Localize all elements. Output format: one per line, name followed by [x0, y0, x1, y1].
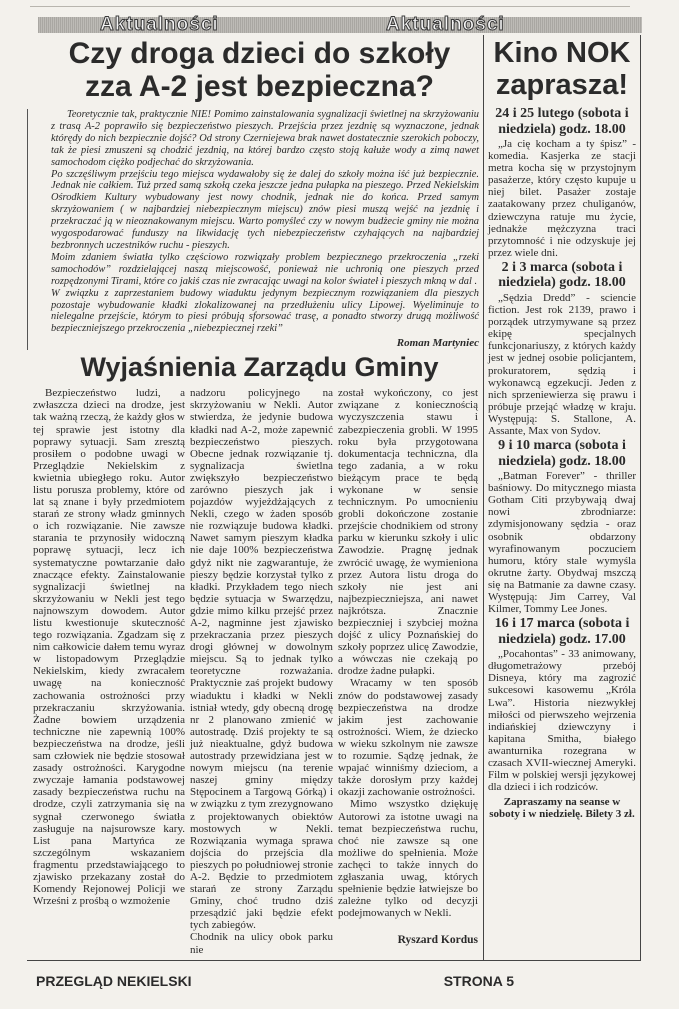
- screening-date: 9 i 10 marca (sobota i niedziela) godz. 18.00: [498, 438, 626, 469]
- page-footer: [36, 973, 514, 1009]
- articles-area: [27, 35, 483, 961]
- screening-description: „Batman Forever” - thriller baśniowy. Do mitycznego miasta Gotham Citi przybywają dwaj nowi zbrodniarze: zdymisjonowany sędzia - oraz osobnik obdarzony wyrafinowanym poczuciem humoru, który stale wymyśla okrutne żarty. Obydwaj mszczą się na Batmanie za dawne czasy. Występują: Jim Carrey, Val Kilmer, Tommy Lee Jones.: [488, 470, 636, 616]
- article-body: [51, 109, 479, 335]
- cinema-box: [483, 35, 641, 961]
- article-author: Ryszard Kordus: [397, 934, 478, 947]
- screening-date: 2 i 3 marca (sobota i niedziela) godz. 18.00: [498, 259, 626, 291]
- paragraph: Po szczęśliwym przejściu tego miejsca wydawałoby się że dalej do szkoły można iść już bezpiecznie. Jednak nie całkiem. Tuż przed samą szkołą czeka jeszcze jedna pułapka na pieszego. Przed Nekielskim Ośrodkiem Kultury wybudowany jest nowy chodnik, jednak nie do końca. Przed samym skrzyżowaniem ( w najbardziej niebezpiecznym miejscu) znów piesi muszą wejść na jezdnię i przekraczać ją w nieoznakowanym miejscu. Warto pomyśleć czy w nowym budżecie gminy nie można wygospodarować funduszy na likwidację tych niebezpieczeństw czyhających na najbardziej bezbronnych uczestników ruchu - pieszych.: [51, 168, 479, 251]
- article-title-line: Czy droga dzieci do szkoły: [68, 37, 451, 70]
- cinema-title-line: Kino NOK: [493, 37, 631, 69]
- paragraph: Moim zdaniem światła tylko częściowo rozwiązały problem bezpiecznego przekroczenia „rzeki samochodów” rozdzielającej naszą miejscowość, ponieważ nie uchronią one pieszych przed rozpędzonymi Tirami, które co jakiś czas nie zwracając uwagi na kolor świateł i pieszych mkną w dal .: [51, 251, 479, 287]
- publication-name: PRZEGLĄD NEKIELSKI: [36, 972, 192, 989]
- article-title: Wyjaśnienia Zarządu Gminy: [80, 352, 439, 383]
- page-number: STRONA 5: [443, 972, 514, 989]
- paragraph: W związku z zaprzestaniem budowy wiaduktu jedynym bezpiecznym rozwiązaniem dla pieszych pozostaje wybudowanie kładki zlokalizowanej na przedłużeniu ulicy Lipowej. Wyeliminuje to nielegalne przejście, którym to piesi próbują sforsować trasę, a ponadto stworzy drugą możliwość bezpieczniejszego przekroczenia „niebezpiecznej rzeki”: [51, 287, 479, 335]
- paragraph: nadzoru policyjnego na skrzyżowaniu w Nekli. Autor stwierdza, że jedynie budowa kładki nad A-2, może zapewnić bezpieczeństwo pieszych. Obecne jednak rozwiązanie tj. sygnalizacja świetlna zwiększyło bezpieczeństwo zarówno pieszych jak i pojazdów wyjeżdżających z Nekli, czego w żaden sposób nie rozwiązuje budowa kładki. Nawet samym pieszym kładka nie daje 100% bezpieczeństwa gdyż nikt nie zagwarantuje, że pieszy będzie korzystał tylko z kładki. Przykładem tego niech będzie sytuacja w Swarzędzu, gdzie mimo kilku przejść przez A-2, nagminne jest zjawisko przekraczania przez pieszych drogi głównej w dowolnym miejscu. Są to jednak tylko teoretyczne rozważania. Praktycznie zaś projekt budowy wiaduktu i kładki w Nekli istniał wtedy, gdy obecną drogę nr 2 planowano zmienić w autostradę. Dziś projekty te są już nieaktualne, gdyż budowa autostrady przewidziana jest w nowym miejscu (na terenie naszej gminy między Stępocinem a Targową Górką) i w związku z tym zrezygnowano z projektowanych obiektów mostowych w Nekli. Rozwiązania wymaga sprawa dojścia do przejścia dla pieszych po południowej stronie A-2. Będzie to przedmiotem starań ze strony Zarządu Gminy, choć trudno dziś przesądzić jaki będzie efekt tych zabiegów.: [190, 387, 333, 932]
- section-banner-label-repeat: Aktualności: [386, 14, 505, 35]
- article-title-line: zza A-2 jest bezpieczna?: [85, 70, 434, 103]
- paragraph: został wykończony, co jest związane z koniecznością wyczyszczenia stawu i zabezpieczenia grobli. W 1995 roku była przygotowana dokumentacja techniczna, dla tego zadania, a w roku bieżącym prace te będą wykonane w sensie technicznym. Po umocnieniu grobli dokończone zostanie przejście chodnikiem od strony parku w kierunku szkoły i ulic Zawodzie. Pragnę jednak zwrócić uwagę, że wymieniona przez Autora listu droga do szkoły nie jest ani najbezpieczniejsza, ani nawet najkrótsza. Znacznie bezpieczniej i szybciej można dojść z ulicy Poznańskiej do szkoły poprzez ulicę Zawodzie, a wówczas nie czekają po drodze żadne pułapki.: [338, 387, 478, 678]
- screening-date: 24 i 25 lutego (sobota i niedziela) godz. 18.00: [495, 106, 629, 137]
- paragraph: Wracamy w ten sposób znów do podstawowej zasady bezpieczeństwa na drodze jakim jest zachowanie ostrożności. Wiem, że dziecko w wieku szkolnym nie zawsze to rozumie. Sądzę jednak, że wpajać winniśmy dzieciom, a także dorosłym przy każdej okazji zachowanie ostrożności.: [338, 677, 478, 799]
- paragraph: Teoretycznie tak, praktycznie NIE! Pomimo zainstalowania sygnalizacji świetlnej na skrzyżowaniu z trasą A-2 poprawiło się bezpieczeństwo pieszych. Przejścia przez jezdnię są wyznaczone, jednak którędy do nich bezpiecznie dojść? Od strony Czerniejewa brak nawet dostatecznie szerokich poboczy, tak że piesi zmuszeni są chodzić jezdnią, na której bardzo często stoją kałuże wody a zimą nawet samochodom ciężko podjechać do skrzyżowania.: [51, 109, 479, 168]
- screening-description: „Ja cię kocham a ty śpisz” - komedia. Kasjerka ze stacji metra kocha się w przystojnym pasażerze, który często kupuje u niej bilet. Pasażer zostaje zaatakowany przez chuliganów, dziewczyna ratuje mu życie, jednakże mężczyzna traci przytomność i nie odzyskuje jej przez wiele dni.: [488, 138, 636, 259]
- article-intro-block: [27, 109, 483, 350]
- section-banner-label: Aktualności: [100, 14, 219, 35]
- article-title: [37, 35, 482, 103]
- page-content: [27, 0, 641, 961]
- cinema-title-line: zaprasza!: [495, 69, 629, 101]
- paragraph: Mimo wszystko dziękuję Autorowi za istotne uwagi na temat bezpieczeństwa ruchu, choć nie zawsze są one możliwe do spełnienia. Może zachęci to także innych do zgłaszania uwag, których spełnienie będzie łatwiejsze bo zależne tylko od decyzji podejmowanych w Nekli.: [338, 798, 478, 920]
- cinema-schedule: [488, 106, 636, 821]
- article-columns: [33, 387, 483, 955]
- article-author: Roman Martyniec: [396, 337, 479, 350]
- cinema-closing-note: Zapraszamy na seanse w soboty i w niedzielę. Bilety 3 zł.: [489, 796, 635, 821]
- cinema-title: [488, 37, 636, 101]
- screening-description: „Pocahontas” - 33 animowany, długometrażowy przebój Disneya, który ma zagrozić sukcesowi kasowemu „Króla Lwa”. Historia niezwykłej miłości od pierwszeho wejrzenia indiańskiej dziewczyny i kapitana Smitha, białego awanturnika rozegrana w czasach XVII-wiecznej Ameryki. Film w polskiej wersji językowej dla dzieci i ich rodziców.: [488, 648, 636, 794]
- paragraph: Bezpieczeństwo ludzi, a zwłaszcza dzieci na drodze, jest tak ważną rzeczą, że każdy głos w tej sprawie jest istotny dla poprawy sytuacji. Sam zresztą prosiłem o podobne uwagi w Przeglądzie Nekielskim z kwietnia ubiegłego roku. Autor listu porusza problemy, które od lat są znane i były przedmiotem starań ze strony władz gminnych o ich rozwiązanie. Nie zawsze starania te przynosiły widoczną poprawę sytuacji, lecz ich systematyczne powtarzanie dało znaczące efekty. Zainstalowanie sygnalizacji świetlnej na skrzyżowaniu w Nekli jest tego najnowszym dowodem. Autor listu kwestionuje skuteczność tego rozwiązania. Zgadzam się z nim całkowicie dałem temu wyraz w listopadowym Przeglądzie Nekielskim, kiedy zwracałem uwagę na konieczność zachowania ostrożności przy przekraczaniu skrzyżowania. Żadne bowiem urządzenia techniczne nie zapewnią 100% bezpieczeństwa na drodze, jeśli sam człowiek nie będzie stosował zasady ostrożności. Karygodne zwyczaje łamania podstawowej zasady bezpieczeństwa ruchu na drodze, czyli zatrzymania się na sygnał czerwonego światła zasługuje na najsurowsze kary. List pana Martyńca ze szczególnym wskazaniem fragmentu przedstawiającego to zjawisko przekazany został do Komendy Rejonowej Policji we Wrześni z prośbą o wzmożenie: [33, 387, 185, 908]
- article-column-3: [338, 387, 478, 955]
- screening-description: „Sędzia Dredd” - sciencie fiction. Jest rok 2139, prawo i porządek utrzymywane są przez ekipę specjalnych funkcjonariuszy, z których każdy jest w jednej osobie policjantem, prokuratorem, sędzią i wykonawcą egzekucji. Jeden z nich sprzeniewierza się prawu i próbuje przejąć władzę w kraju. Występują: S. Stallone, A. Assante, Max von Sydov.: [488, 291, 636, 437]
- paragraph: Chodnik na ulicy obok parku nie: [190, 931, 333, 956]
- article-column-1: [33, 387, 185, 955]
- screening-date: 16 i 17 marca (sobota i niedziela) godz. 17.00: [494, 616, 630, 647]
- article-column-2: [190, 387, 333, 955]
